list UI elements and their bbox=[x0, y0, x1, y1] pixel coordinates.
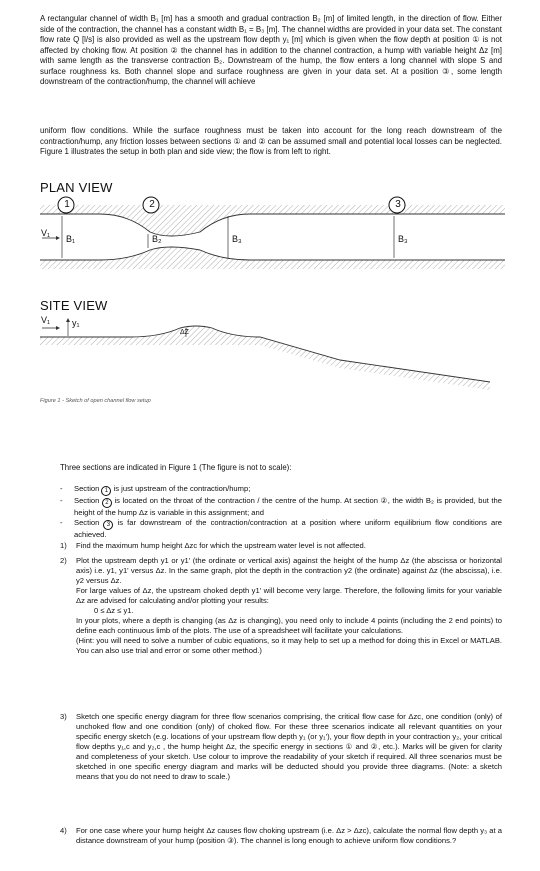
plan-b1-label: B₁ bbox=[66, 234, 76, 244]
plan-top-bank bbox=[40, 205, 505, 236]
question-4: 4) For one case where your hump height Δz causes flow choking upstream (i.e. Δz > Δzc), calculate the normal flow depth y₃ at a distance downstream of your hump (position ③). The channel is long enough to achieve uniform flow conditions.? bbox=[60, 826, 502, 845]
site-y1-label: y₁ bbox=[72, 318, 80, 328]
bullet-section-2: - Section 2 is located on the throat of the contraction / the centre of the hump. At section ②, the width B₂ is provided, but the height of the hump Δz is variable in this assignment; and bbox=[60, 496, 502, 518]
question-3: 3) Sketch one specific energy diagram for three flow scenarios comprising, the critical flow case for Δzc, one condition (only) of unchoked flow and one condition (only) of choked flow. For these three scenarios indicate all relevant quantities on your specific energy sketch (e.g. locations of your upstream flow depth y₁ (or y₁'), your flow depth in your contraction y₂, your critical flow depths y₁,c and y₂,c , the hump height Δz, the specific energy in sections ① and ②, etc.). Marks will be given for clarity and completeness of your sketch. Use colour to improve the readability of your sketch if required. All three scenarios must be sketched in one specific energy diagram and marks will be deducted should you provide three diagrams. (Note: a sketch means that you do not need to draw to scale.) bbox=[60, 712, 502, 781]
section-label-3: 3 bbox=[395, 199, 401, 210]
sections-intro: Three sections are indicated in Figure 1 (The figure is not to scale): bbox=[60, 463, 292, 472]
question-2: 2) Plot the upstream depth y1 or y1' (the ordinate or vertical axis) against the height of the hump Δz (the abscissa or horizontal axis) i.e. y1, y1' versus Δz. In the same graph, plot the depth in the contraction y2 (the ordinate) against Δz (the abscissa), i.e. y2 versus Δz. For large values of Δz, the upstream choked depth y1' will become very large. Therefore, the following limits for your variable Δz are advised for calculating and/or plotting your results: 0 ≤ Δz ≤ y1. In your plots, where a depth is changing (as Δz is changing), you need only to include 4 points (including the 2 end points) to define each continuous limb of the plots. The use of a spreadsheet will facilitate your calculations. (Hint: you will need to solve a number of cubic equations, so it may help to set up a method for doing this in Excel or MATLAB. You can also use trial and error or some other method.) bbox=[60, 556, 502, 655]
intro-paragraph-2: uniform flow conditions. While the surface roughness must be taken into account for the long reach downstream of the contraction/hump, any friction losses between sections ① and ② can be assumed small and potential local losses can be neglected. Figure 1 illustrates the setup in both plan and side view; the flow is from left to right. bbox=[40, 126, 502, 156]
question-1: 1) Find the maximum hump height Δzc for which the upstream water level is not affected. bbox=[60, 541, 366, 550]
plan-view-title: PLAN VIEW bbox=[40, 180, 113, 195]
site-dz-label: ΔZ bbox=[180, 329, 189, 336]
site-v1-label: V₁ bbox=[41, 315, 51, 325]
intro-paragraph-1: A rectangular channel of width B₁ [m] has a smooth and gradual contraction B₂ [m] of limited length, in the direction of flow. Either side of the contraction, the channel has a constant width B₁ = B₃ [m]. The channel widths are provided in your data set. The constant flow rate Q [l/s] is also provided as well as the upstream flow depth y₁ [m] which is given when the flow depth at position ① is not affected by choking flow. At position ② the channel has in addition to the channel contraction, a hump with variable height Δz [m] with same length as the transverse contraction B₂. Downstream of the hump, the flow enters a long channel with slope S and surface roughness ks. Both channel slope and surface roughness are given in your data set. At a position ③, some length downstream of the contraction/hump, the channel will achieve bbox=[40, 14, 502, 86]
plan-b3-label-b: B₃ bbox=[398, 234, 408, 244]
figure-caption: Figure 1 - Sketch of open channel flow setup bbox=[40, 398, 151, 404]
bullet-section-1: - Section 1 is just upstream of the contraction/hump; bbox=[60, 484, 502, 496]
site-view-title: SITE VIEW bbox=[40, 298, 108, 313]
bullet-section-3: - Section 3 is far downstream of the contraction/contraction at a position where uniform equilibrium flow conditions are achieved. bbox=[60, 518, 502, 540]
plan-b2-label: B₂ bbox=[152, 234, 162, 244]
plan-b3-label-a: B₃ bbox=[232, 234, 242, 244]
section-label-1: 1 bbox=[64, 199, 70, 210]
plan-v1-label: V₁ bbox=[41, 228, 51, 238]
site-channel-bed bbox=[40, 326, 490, 390]
section-bullet-list bbox=[60, 484, 502, 540]
section-label-2: 2 bbox=[149, 199, 155, 210]
plan-bottom-bank bbox=[40, 247, 505, 269]
